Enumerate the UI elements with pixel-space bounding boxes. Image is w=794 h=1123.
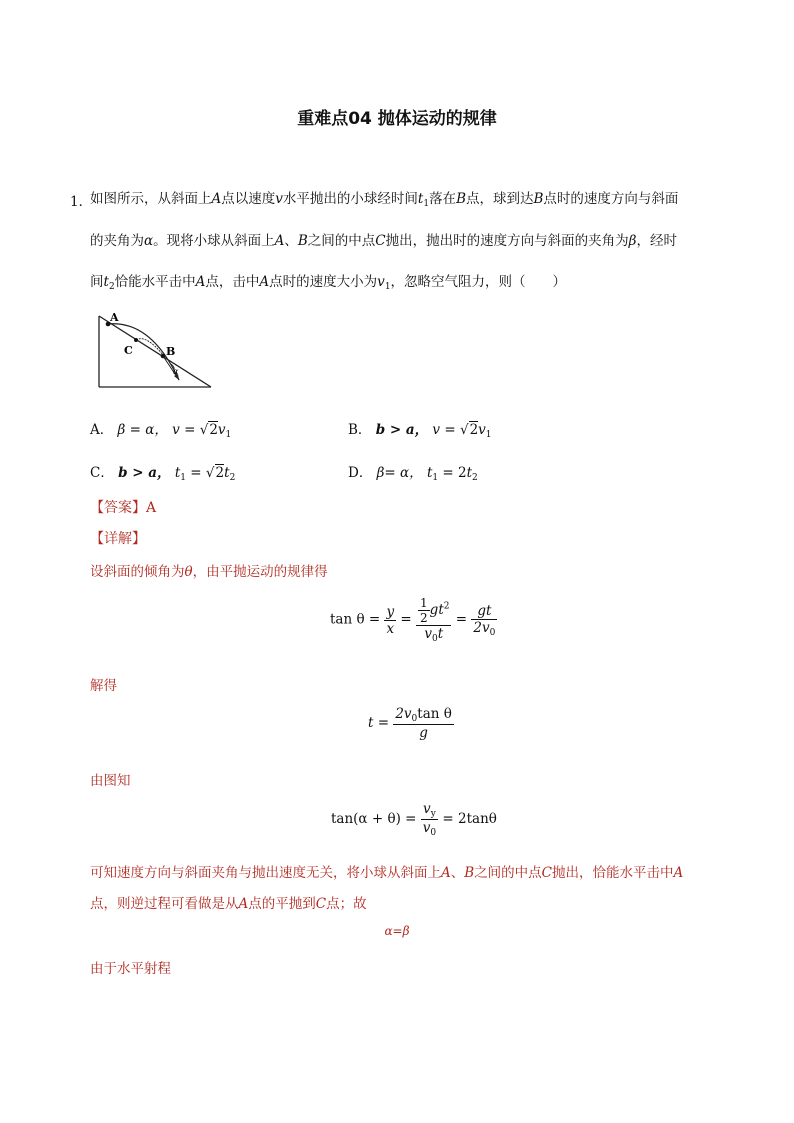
label-a: A [110, 312, 119, 324]
label-alpha: α [173, 367, 179, 376]
equation-3: tan(α + θ) = $\frac{v_y}{v_0}$ = 2tanθ [331, 801, 497, 838]
page-title: 重难点04 抛体运动的规律 [297, 109, 497, 129]
equation-1: tan θ = $\frac{y}{x}$ = $\frac{1}{2}$ $gt^2$ $v_0t$ = $\frac{gt}{2v_0}$ [330, 596, 496, 644]
question-number: 1． [70, 194, 93, 210]
solution-para-6: 由于水平射程 [90, 961, 171, 977]
solution-para-4: 可知速度方向与斜面夹角与抛出速度无关，将小球从斜面上A、B之间的中点C抛出，恰能水平击中A [90, 865, 684, 881]
solution-para-3: 由图知 [90, 773, 131, 789]
question-line-1: 如图所示，从斜面上A点以速度v水平抛出的小球经时间$t_1$落在B点，球到达B点时的速度方向与斜面 [90, 191, 679, 209]
solution-para-1: 设斜面的倾角为θ，由平抛运动的规律得 [90, 564, 328, 580]
label-c: C [124, 344, 133, 357]
solution-para-5: 点，则逆过程可看做是从A点的平抛到C点；故 [90, 896, 367, 912]
detail-label: 【详解】 [90, 531, 146, 547]
point-c [134, 338, 138, 342]
incline-figure [96, 312, 216, 392]
option-d[interactable]: D． β= α， $t_1 = 2t_2$ [348, 465, 478, 483]
equation-4: α=β [384, 924, 410, 938]
equation-2: t = $\frac{2v_0\tan \theta}{g}$ [368, 706, 452, 741]
option-b[interactable]: B． b > a， $v = √2v_1$ [348, 422, 492, 440]
option-c[interactable]: C． b > a， $t_1 = √2t_2$ [90, 465, 236, 483]
option-a[interactable]: A． β = α， $v = √2v_1$ [90, 422, 232, 440]
question-line-3: 间$t_2$恰能水平击中A点，击中A点时的速度大小为$v_1$，忽略空气阻力，则（ ） [90, 274, 567, 292]
solution-para-2: 解得 [90, 678, 117, 694]
label-b: B [166, 345, 176, 358]
answer-label: 【答案】A [90, 500, 157, 516]
question-line-2: 的夹角为α。现将小球从斜面上A、B之间的中点C抛出，抛出时的速度方向与斜面的夹角为β，经时 [90, 233, 677, 249]
